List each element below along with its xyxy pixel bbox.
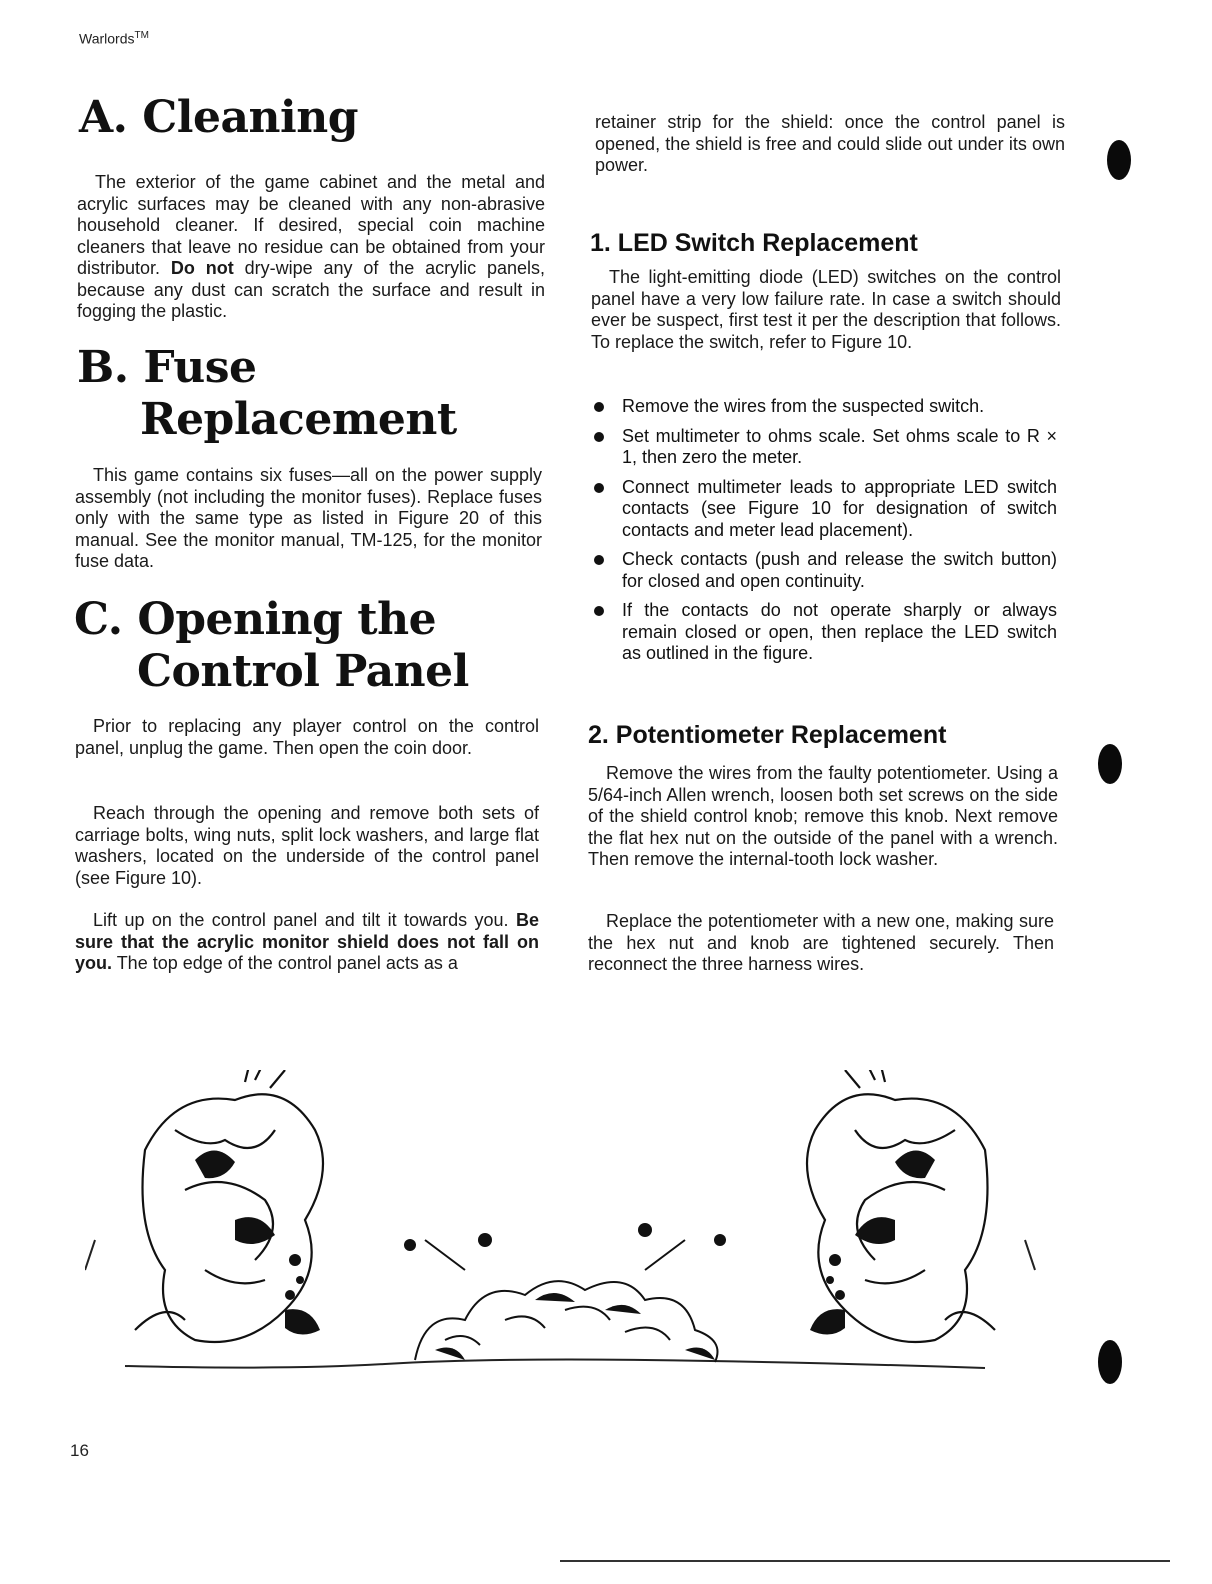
trademark: TM [134, 30, 149, 41]
pot-section-title: 2. Potentiometer Replacement [588, 721, 947, 749]
bullet-icon [594, 483, 604, 493]
bullet-icon [594, 606, 604, 616]
bullet-icon [594, 432, 604, 442]
list-item: Connect multimeter leads to appropriate LED switch contacts (see Figure 10 for designation of switch contacts and meter lead placement). [591, 477, 1057, 542]
section-c-para-1: Prior to replacing any player control on the control panel, unplug the game. Then open the coin door. [75, 716, 539, 758]
brand-name: Warlords [79, 30, 135, 47]
section-a-title: A. Cleaning [79, 92, 358, 143]
section-b-body: This game contains six fuses—all on the power supply assembly (not including the monitor fuses). Replace fuses only with the same type as listed in Figure 20 of this manual. See the monitor manual, TM-125, for the monitor fuse data. [75, 465, 542, 571]
continuation-text: retainer strip for the shield: once the control panel is opened, the shield is free and could slide out under its own power. [595, 112, 1065, 175]
list-item: If the contacts do not operate sharply or always remain closed or open, then replace the LED switch as outlined in the figure. [591, 600, 1057, 665]
binder-hole-icon [1098, 744, 1122, 784]
pot-para-2: Replace the potentiometer with a new one, making sure the hex nut and knob are tightened securely. Then reconnect the three harness wires. [588, 911, 1054, 974]
led-steps-list [591, 396, 1057, 673]
binder-hole-icon [1098, 1340, 1122, 1384]
list-item: Set multimeter to ohms scale. Set ohms scale to R × 1, then zero the meter. [591, 426, 1057, 469]
led-intro: The light-emitting diode (LED) switches on the control panel have a very low failure rate. In case a switch should ever be suspect, first test it per the description that follows. To replace the switch, refer to Figure 10. [591, 267, 1061, 352]
shield-warning: Be sure that the acrylic monitor shield does not fall on you. [75, 910, 539, 973]
section-b-title: B. Fuse Replacement [77, 342, 457, 445]
section-c-para-2: Reach through the opening and remove both sets of carriage bolts, wing nuts, split lock washers, and large flat washers, located on the underside of the control panel (see Figure 10). [75, 803, 539, 888]
section-c-title: C. Opening the Control Panel [74, 594, 469, 697]
binder-hole-icon [1107, 140, 1131, 180]
bottom-rule [560, 1560, 1170, 1562]
list-item: Remove the wires from the suspected switch. [591, 396, 1057, 418]
list-item: Check contacts (push and release the switch button) for closed and open continuity. [591, 549, 1057, 592]
section-c-para-3: Lift up on the control panel and tilt it towards you. Be sure that the acrylic monitor shield does not fall on you. The top edge of the control panel acts as a [75, 910, 539, 973]
section-a-body: The exterior of the game cabinet and the metal and acrylic surfaces may be cleaned with any non-abrasive household cleaner. If desired, special coin machine cleaners that leave no residue can be obtained from your distributor. Do not dry-wipe any of the acrylic panels, because any dust can scratch the surface and result in fogging the plastic. [77, 172, 545, 321]
led-section-title: 1. LED Switch Replacement [590, 229, 918, 257]
page-number: 16 [70, 1441, 89, 1460]
pot-para-1: Remove the wires from the faulty potentiometer. Using a 5/64-inch Allen wrench, loosen both set screws on the side of the shield control knob; remove this knob. Next remove the flat hex nut on the outside of the panel with a wrench. Then remove the internal-tooth lock washer. [588, 763, 1058, 869]
bullet-icon [594, 555, 604, 565]
bullet-icon [594, 402, 604, 412]
warlords-knights-illustration-icon [85, 1070, 1045, 1390]
do-not-emphasis: Do not [170, 258, 234, 278]
running-header [79, 30, 149, 47]
